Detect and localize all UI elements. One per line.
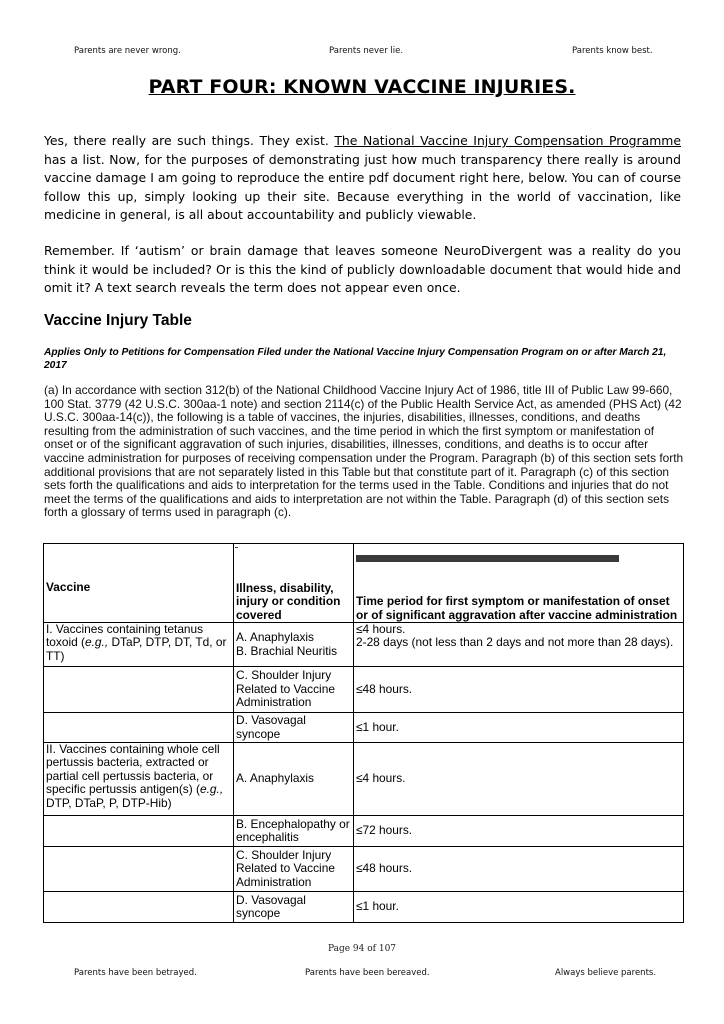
vaccine-2-time-d: ≤1 hour. [354,892,684,923]
intro-text-start: Yes, there really are such things. They exist. [44,133,335,148]
table-row [44,847,684,892]
header-left-text: Parents are never wrong. [74,46,181,56]
vaccine-2-time-b: ≤72 hours. [354,816,684,847]
table-row [44,892,684,923]
table-row [44,816,684,847]
footer-left-text: Parents have been betrayed. [74,968,197,978]
vaccine-2-illness-c: C. Shoulder Injury Related to Vaccine Administration [234,847,354,892]
nvicp-link[interactable]: The National Vaccine Injury Compensation Programme [334,133,681,148]
vaccine-2-illness-d: D. Vasovagal syncope [234,892,354,923]
empty-vaccine-cell [44,816,234,847]
vaccine-1-illness-ab: A. Anaphylaxis B. Brachial Neuritis [234,623,354,667]
vaccine-1-time-c: ≤48 hours. [354,667,684,713]
page-title: PART FOUR: KNOWN VACCINE INJURIES. [148,76,576,98]
table-intro-paragraph: (a) In accordance with section 312(b) of the National Childhood Vaccine Injury Act of 1986, title III of Public Law 99-660, 100 Stat. 3779 (42 U.S.C. 300aa-1 note) and section 2114(c) of the Public Health Service Act, as amended (PHS Act) (42 U.S.C. 300aa-14(c)), the following is a table of vaccines, the injuries, disabilities, illnesses, conditions, and deaths resulting from the administration of such vaccines, and the time period in which the first symptom or manifestation of onset or of the significant aggravation of such injuries, disabilities, illnesses, conditions, and deaths is to occur after vaccine administration for purposes of receiving compensation under the Program. Paragraph (b) of this section sets forth additional provisions that are not separately listed in this Table but that constitute part of it. Paragraph (c) of this section sets forth the qualifications and aids to interpretation for the terms used in the Table. Conditions and injuries that do not meet the terms of the qualifications and aids to interpretation are not within the Table. Paragraph (d) of this section sets forth a glossary of terms used in paragraph (c). [44,383,684,520]
table-row [44,623,684,667]
table-row [44,667,684,713]
vaccine-injury-table [43,543,684,923]
vaccine-1-illness-c: C. Shoulder Injury Related to Vaccine Administration [234,667,354,713]
intro-paragraph [44,132,681,225]
header-vaccine: Vaccine [44,544,234,623]
page-number: Page 94 of 107 [327,944,397,954]
vaccine-1-illness-d: D. Vasovagal syncope [234,713,354,743]
table-tick-mark [235,547,238,548]
header-center-text: Parents never lie. [329,46,404,56]
intro-text-end: has a list. Now, for the purposes of demonstrating just how much transparency there really is around vaccine damage I am going to reproduce the entire pdf document right here, below. You can of course follow this up, simply looking up their site. Because everything in the world of vaccination, like medicine in general, is all about accountability and publicly viewable. [44,151,681,223]
redaction-bar [356,555,619,562]
header-time-period: Time period for first symptom or manifestation of onset or of significant aggravation after vaccine administration [354,544,684,623]
table-row [44,743,684,816]
vaccine-2-name: II. Vaccines containing whole cell pertussis bacteria, extracted or partial cell pertussis bacteria, or specific pertussis antigen(s) (e.g., DTP, DTaP, P, DTP-Hib) [44,743,234,816]
empty-vaccine-cell [44,892,234,923]
vaccine-1-name: I. Vaccines containing tetanus toxoid (e.g., DTaP, DTP, DT, Td, or TT) [44,623,234,667]
vaccine-2-illness-b: B. Encephalopathy or encephalitis [234,816,354,847]
vaccine-2-time-c: ≤48 hours. [354,847,684,892]
vaccine-2-illness-a: A. Anaphylaxis [234,743,354,816]
footer-center-text: Parents have been bereaved. [305,968,430,978]
empty-vaccine-cell [44,713,234,743]
header-right-text: Parents know best. [572,46,653,56]
table-row [44,713,684,743]
empty-vaccine-cell [44,667,234,713]
remember-paragraph: Remember. If ‘autism’ or brain damage that leaves someone NeuroDivergent was a reality do you think it would be included? Or is this the kind of publicly downloadable document that would hide and omit it? A text search reveals the term does not appear even once. [44,243,681,296]
vaccine-1-time-d: ≤1 hour. [354,713,684,743]
header-illness: Illness, disability, injury or condition covered [234,544,354,623]
applies-note: Applies Only to Petitions for Compensation Filed under the National Vaccine Injury Compensation Program on or after March 21, 2017 [44,347,667,371]
vaccine-2-time-a: ≤4 hours. [354,743,684,816]
footer-right-text: Always believe parents. [555,968,657,978]
vaccine-1-time-ab: ≤4 hours. 2-28 days (not less than 2 days and not more than 28 days). [354,623,684,667]
empty-vaccine-cell [44,847,234,892]
section-heading: Vaccine Injury Table [44,312,192,329]
